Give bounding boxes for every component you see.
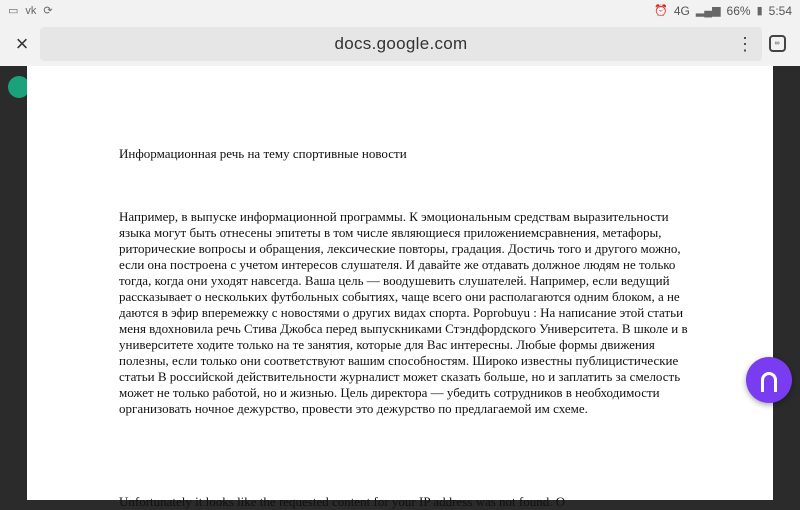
status-left <box>0 6 53 17</box>
browser-toolbar <box>0 22 800 66</box>
signal-icon: ▂▄▆ <box>695 4 721 17</box>
vk-icon: vk <box>25 4 37 17</box>
document-paragraph: Например, в выпуске информационной программы. К эмоциональным средствам выразительности языка могут быть отнесены эпитеты в том числе являющиеся приложениемсравнения, метафоры, риторические вопросы и обращения, лексические повторы, градация. Достичь того и другого можно, если она построена с учетом интересов слушателя. И давайте же отдавать должное людям не только тогда, когда они уходят навсегда. Ваша цель — воодушевить слушателей. Например, если ведущий рассказывает о нескольких футбольных событиях, чаще всего они располагаются одним блоком, а не даются в эфир вперемежку с новостями о других видах спорта. Poprobuyu : На написание этой статьи меня вдохновила речь Стива Джобса перед выпускниками Стэндфордского Университета. В школе и в университете ходите только на те занятия, которые для Вас интересны. Любые формы движения полезны, если только они соответствуют вашим способностям. Широко известны публицистические статьи В российской действительности журналист может сказать больше, но и заплатить за смелость может не только работой, но и жизнью. Цель директора — убедить сотрудников в необходимости организовать ночное дежурство, провести это дежурство по предлагаемой им схеме. <box>119 209 688 416</box>
url-text: docs.google.com <box>334 34 468 53</box>
status-right <box>654 4 800 18</box>
message-icon: ▭ <box>8 4 19 17</box>
voice-assistant-button[interactable] <box>746 357 792 403</box>
network-label: 4G <box>673 4 690 18</box>
document-title: Информационная речь на тему спортивные новости <box>119 146 407 161</box>
clock: 5:54 <box>768 4 792 18</box>
url-bar[interactable] <box>40 27 762 61</box>
alarm-icon: ⏰ <box>654 4 668 17</box>
document-next-paragraph: Unfortunately it looks like the requested content for your IP address was not found. O <box>119 494 566 509</box>
tabs-icon: ∞ <box>769 35 786 52</box>
battery-icon: ▮ <box>756 4 763 17</box>
status-bar <box>0 0 800 22</box>
tabs-button[interactable] <box>766 32 788 54</box>
battery-text: 66% <box>726 4 751 18</box>
close-icon[interactable]: × <box>15 31 29 56</box>
more-menu-icon[interactable]: ⋮ <box>736 33 754 54</box>
document-page <box>27 66 773 509</box>
refresh-icon: ⟳ <box>43 4 53 17</box>
assistant-icon <box>761 372 777 392</box>
